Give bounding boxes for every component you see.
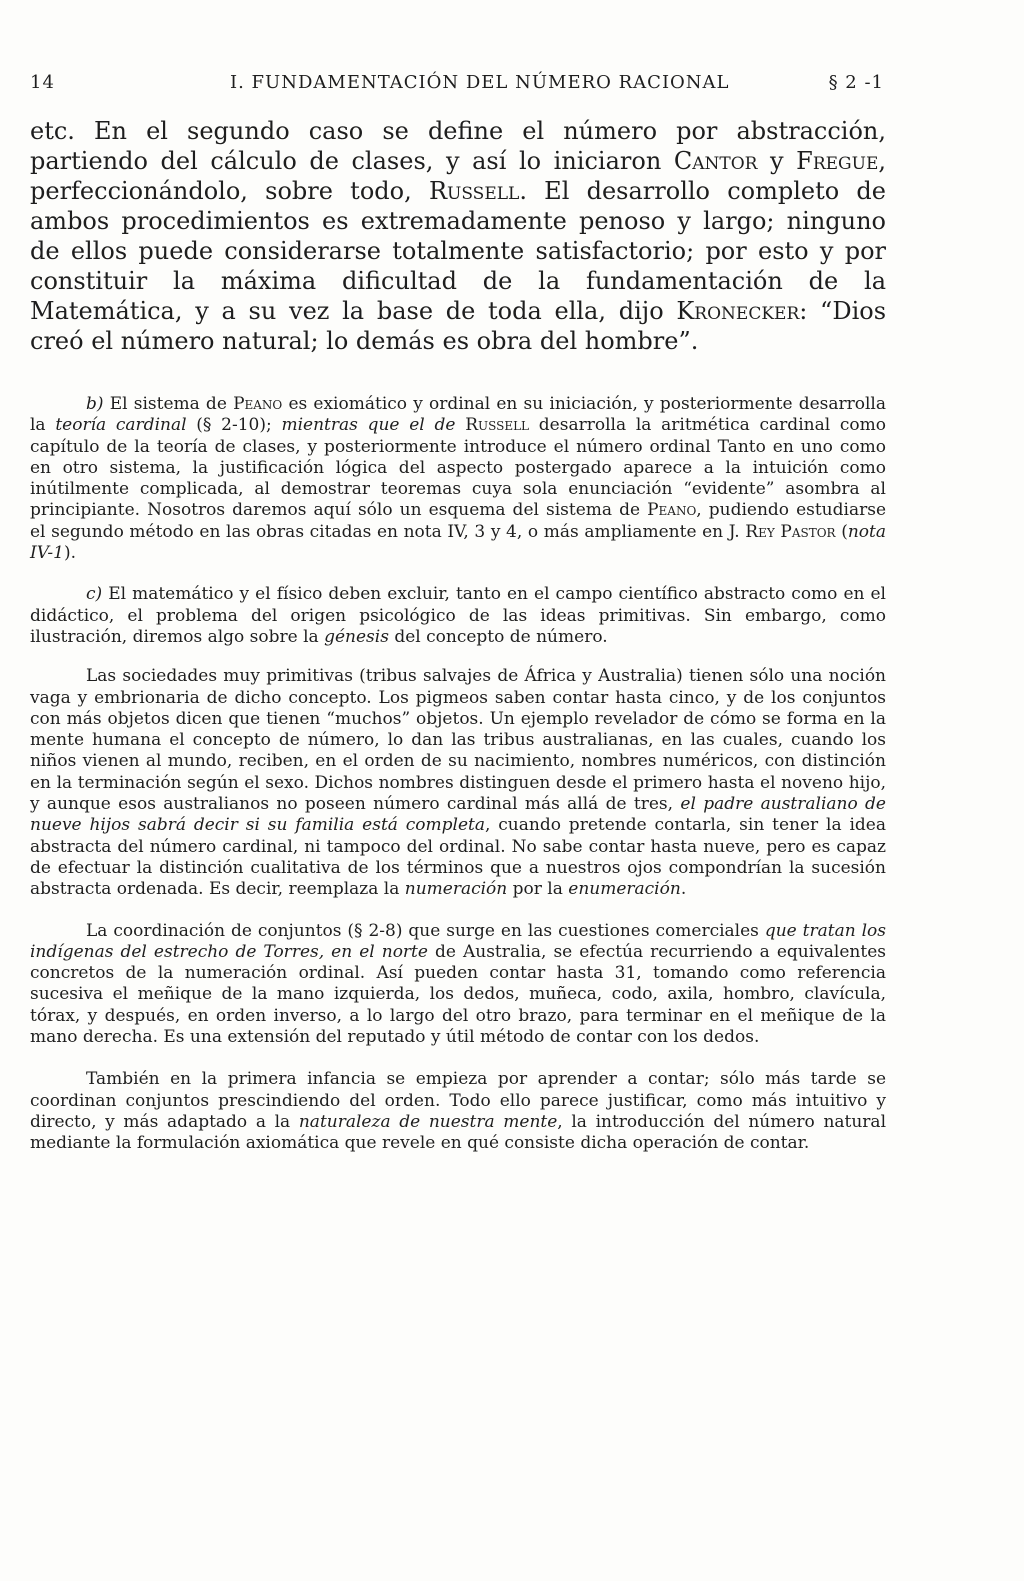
paragraph-primitive-societies: Las sociedades muy primitivas (tribus salvajes de África y Australia) tienen sólo una noción vaga y embrionaria de dicho concepto. Los pigmeos saben contar hasta cinco, y de los conjuntos con más objetos dicen que tienen “muchos” objetos. Un ejemplo revelador de cómo se forma en la mente humana el concepto de número, lo dan las tribus australianas, en las cuales, cuando los niños vienen al mundo, reciben, en el orden de su nacimiento, nombres numéricos, con distinción en la terminación según el sexo. Dichos nombres distinguen desde el primero hasta el noveno hijo, y aunque esos australianos no poseen número cardinal más allá de tres, el padre australiano de nueve hijos sabrá decir si su familia está completa, cuando pretende contarla, sin tener la idea abstracta del número cardinal, ni tampoco del ordinal. No sabe contar hasta nueve, pero es capaz de efectuar la distinción cualitativa de los términos que a nuestros ojos compondrían la sucesión abstracta ordenada. Es decir, reemplaza la numeración por la enumeración. <box>30 666 886 900</box>
paragraph-b-label: b) <box>86 394 104 414</box>
section-number: § 2 -1 <box>828 72 884 93</box>
name-peano: Peano <box>233 394 283 414</box>
paragraph-intro: etc. En el segundo caso se define el número por abstracción, partiendo del cálculo de clases, y así lo iniciaron Cantor y Fregue, perfeccionándolo, sobre todo, Russell. El desarrollo completo de ambos procedimientos es extremadamente penoso y largo; ninguno de ellos puede considerarse totalmente satisfactorio; por esto y por constituir la máxima dificultad de la fundamentación de la Matemática, y a su vez la base de toda ella, dijo Kronecker: “Dios creó el número natural; lo demás es obra del hombre”. <box>30 117 887 355</box>
body-text <box>30 116 886 1155</box>
running-header <box>30 72 884 96</box>
page-number: 14 <box>30 72 55 93</box>
chapter-title: I. FUNDAMENTACIÓN DEL NÚMERO RACIONAL <box>230 72 730 93</box>
paragraph-c-label: c) <box>86 584 103 605</box>
paragraph-b: b) El sistema de Peano es exiomático y ordinal en su iniciación, y posteriormente desarrolla la teoría cardinal (§ 2-10); mientras que el de Russell desarrolla la aritmética cardinal como capítulo de la teoría de clases, y posteriormente introduce el número ordinal Tanto en uno como en otro sistema, la justificación lógica del aspecto postergado aparece a la intuición como inútilmente complicada, al demostrar teoremas cuya sola enunciación “evidente” asombra al principiante. Nosotros daremos aquí sólo un esquema del sistema de Peano, pudiendo estudiarse el segundo método en las obras citadas en nota IV, 3 y 4, o más ampliamente en J. Rey Pastor (nota IV-1). <box>30 394 887 564</box>
paragraph-infancy: También en la primera infancia se empieza por aprender a contar; sólo más tarde se coordinan conjuntos prescindiendo del orden. Todo ello parece justificar, como más intuitivo y directo, y más adaptado a la naturaleza de nuestra mente, la introducción del número natural mediante la formulación axiomática que revele en qué consiste dicha operación de contar. <box>30 1069 887 1154</box>
name-rey-pastor: J. Rey Pastor <box>728 521 836 542</box>
paragraph-coordination: La coordinación de conjuntos (§ 2-8) que surge en las cuestiones comerciales que tratan los indígenas del estrecho de Torres, en el norte de Australia, se efectúa recurriendo a equivalentes concretos de la numeración ordinal. Así pueden contar hasta 31, tomando como referencia sucesiva el meñique de la mano izquierda, los dedos, muñeca, codo, axila, hombro, clavícula, tórax, y después, en orden inverso, a lo largo del otro brazo, para terminar en el meñique de la mano derecha. Es una extensión del reputado y útil método de contar con los dedos. <box>30 920 886 1048</box>
name-cantor: Cantor <box>673 147 758 175</box>
name-russell: Russell <box>428 177 520 205</box>
name-russell: Russell <box>465 415 530 436</box>
name-fregue: Fregue <box>796 147 879 175</box>
paragraph-c: c) El matemático y el físico deben excluir, tanto en el campo científico abstracto como en el didáctico, el problema del origen psicológico de las ideas primitivas. Sin embargo, como ilustración, diremos algo sobre la génesis del concepto de número. <box>30 584 886 647</box>
name-kronecker: Kronecker <box>676 297 800 325</box>
name-peano: Peano <box>647 500 697 521</box>
